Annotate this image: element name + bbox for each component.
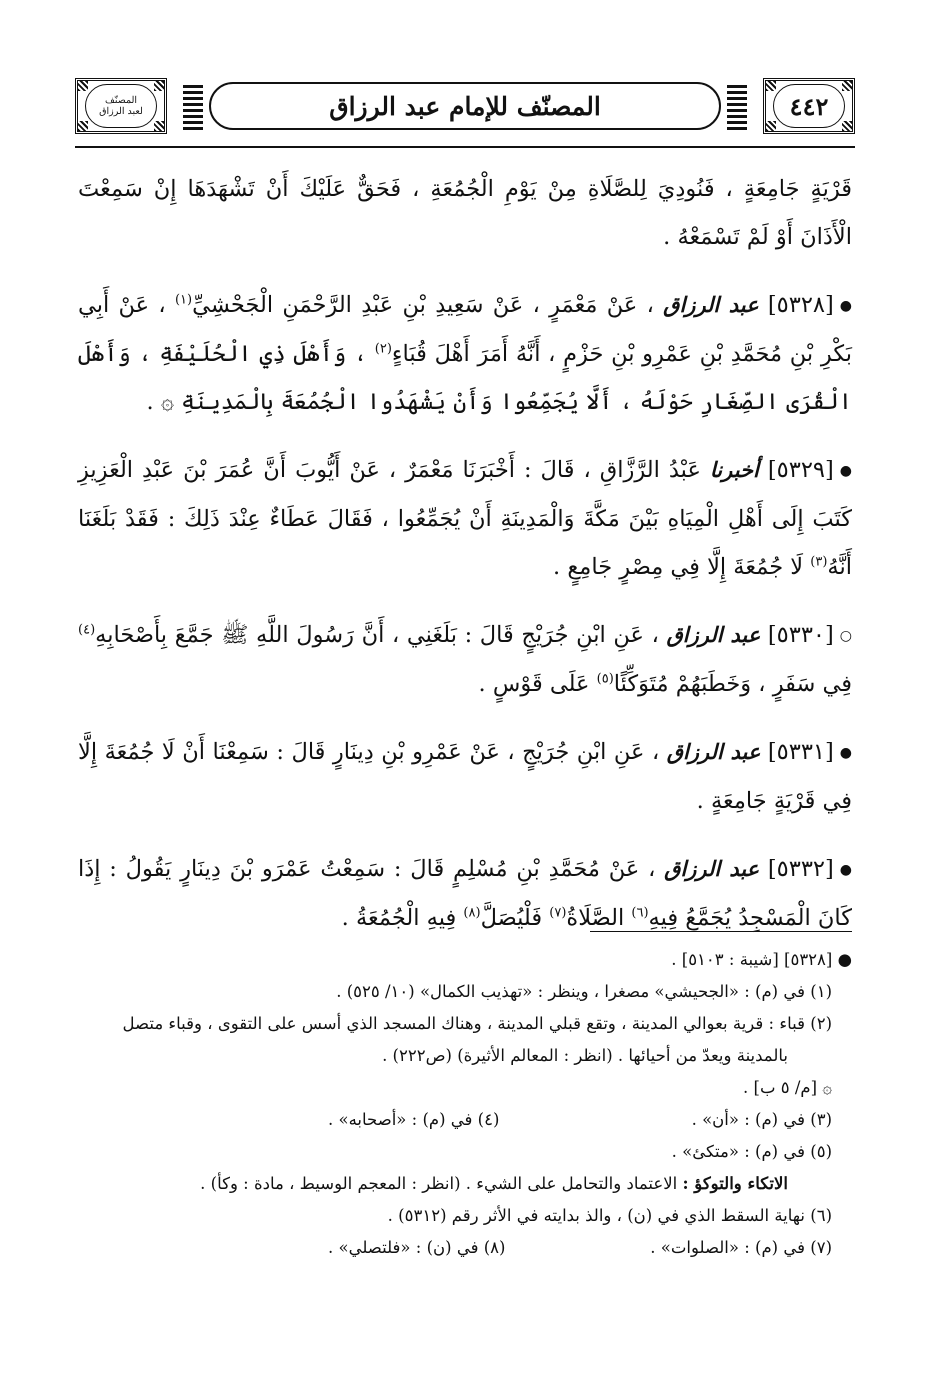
- narrator-name: أخبرنا: [709, 457, 759, 482]
- hollow-bullet-icon: ○: [839, 628, 853, 644]
- footnote-5-gloss: [78, 1168, 852, 1200]
- narrator-name: عبد الرزاق: [664, 856, 760, 881]
- hadith-5330: [78, 611, 852, 708]
- title-cartouche: [183, 78, 747, 134]
- page-number-box: [763, 78, 855, 134]
- hadith-text: ، عَنْ مُحَمَّدِ بْنِ مُسْلِمٍ قَالَ : سَمِعْتُ عَمْرَو بْنَ دِينَارٍ يَقُولُ : إِذَا كَانَ الْمَسْجِدُ يُجَمَّعُ فِيهِ: [78, 856, 852, 931]
- hadith-number: [٥٣٢٨]: [767, 292, 834, 318]
- hadith-5328: [78, 281, 852, 426]
- hadith-text: ، عَنْ مَعْمَرٍ ، عَنْ سَعِيدِ بْنِ عَبْدِ الرَّحْمَنِ الْجَحْشِيِّ: [192, 292, 654, 318]
- footnote-2: (٢) قباء : قرية بعوالي المدينة ، وتقع قبلي المدينة ، وهناك المسجد الذي أسس على التقوى ، وقباء متصل: [122, 1014, 832, 1033]
- hadith-text: فَلْيُصَلَّ: [480, 905, 543, 931]
- footnote-5: (٥) في (م) : «متكئ» .: [671, 1142, 832, 1161]
- hadith-text: ، عَنِ ابْنِ جُرَيْجٍ قَالَ : بَلَغَنِي ، أَنَّ رَسُولَ اللَّهِ ﷺ جَمَّعَ بِأَصْحَابِهِ: [95, 622, 659, 648]
- hadith-text: فِي سَفَرٍ ، وَخَطَبَهُمْ مُتَوَكِّئًا: [613, 671, 852, 697]
- footnote-6: (٦) نهاية السقط الذي في (ن) ، والذ بدايته في الأثر رقم (٥٣١٢) .: [387, 1206, 832, 1225]
- publisher-emblem: [75, 78, 167, 134]
- hadith-text: عَلَى قَوْسٍ .: [478, 671, 590, 697]
- narrator-name: عبد الرزاق: [666, 622, 761, 647]
- manuscript-folio: ۞ [م/ ٥ ب] .: [743, 1078, 832, 1097]
- footnote-4: (٤) في (م) : «أصحابه» .: [328, 1110, 500, 1129]
- footnote-marker: (٦): [631, 905, 649, 921]
- footnote-8: (٨) في (ن) : «فلتصلي» .: [328, 1238, 506, 1257]
- source-reference: ● [٥٣٢٨] [شيبة : ٥١٠٣] .: [671, 950, 852, 969]
- hadith-text: لَا جُمُعَةَ إِلَّا فِي مِصْرٍ جَامِعٍ .: [553, 554, 804, 580]
- emblem-line-2: لعبد الرزاق: [99, 106, 143, 117]
- footnote-1: (١) في (م) : «الجحيشي» مصغرا ، وينظر : «تهذيب الكمال» (١٠/ ٥٢٥) .: [336, 982, 832, 1001]
- hadith-text: ، عَنْ أَبِي بَكْرِ بْنِ مُحَمَّدِ بْنِ عَمْرِو بْنِ حَزْمٍ ، أَنَّهُ أَمَرَ أَهْلَ قُبَاءٍ: [78, 292, 853, 367]
- footnote-marker: (٧): [549, 905, 567, 921]
- narrator-name: عبد الرزاق: [663, 292, 759, 317]
- hadith-number: [٥٣٣٠]: [767, 622, 834, 648]
- footnote-marker: (٥): [596, 671, 614, 687]
- header-rule: [75, 146, 855, 148]
- hadith-text: فِيهِ الْجُمُعَةُ .: [341, 905, 457, 931]
- hadith-number: [٥٣٣٢]: [767, 856, 834, 882]
- footnote-7: (٧) في (م) : «الصلوات» .: [650, 1238, 832, 1257]
- hadith-5329: [78, 446, 852, 591]
- emblem-line-1: المصنّف: [105, 95, 137, 106]
- continuation-paragraph: قَرْيَةٍ جَامِعَةٍ ، فَنُودِيَ لِلصَّلَاةِ مِنْ يَوْمِ الْجُمُعَةِ ، فَحَقٌّ عَلَيْكَ أَنْ تَشْهَدَهَا إِنْ سَمِعْتَ الْأَذَانَ أَوْ لَمْ تَسْمَعْهُ .: [78, 176, 852, 250]
- footnote-marker: (١): [174, 292, 193, 308]
- page-header: [75, 78, 855, 134]
- bullet-icon: ●: [839, 745, 853, 761]
- footnote-3: (٣) في (م) : «أن» .: [691, 1110, 832, 1129]
- narrator-name: عبد الرزاق: [666, 739, 761, 764]
- footnote-row: [78, 1232, 852, 1264]
- hadith-number: [٥٣٢٩]: [767, 457, 834, 483]
- footnote-marker: (٤): [78, 622, 96, 638]
- gloss-definition: الاعتماد والتحامل على الشيء . (انظر : المعجم الوسيط ، مادة : وكأ) .: [200, 1174, 678, 1193]
- page-number: ٤٤٢: [789, 91, 829, 121]
- bullet-icon: ●: [839, 298, 853, 314]
- hadith-text: ، عَنِ ابْنِ جُرَيْجٍ ، عَنْ عَمْرِو بْنِ دِينَارٍ قَالَ : سَمِعْنَا أَنْ لَا جُمُعَةَ إِلَّا فِي قَرْيَةٍ جَامِعَةٍ .: [78, 739, 852, 814]
- running-title: المصنّف للإمام عبد الرزاق: [329, 91, 601, 121]
- hadith-text: ، وَأَهْلَ ذِي الْحُلَيْفَةِ ، وَأَهْلَ الْقُرَى الصِّغَارِ حَوْلَهُ ، أَلَّا يُجَمِّعُوا وَأَنْ يَشْهَدُوا الْجُمُعَةَ بِالْمَدِينَةِ ۞ .: [78, 341, 852, 415]
- hadith-5332: [78, 845, 852, 942]
- main-text: [78, 165, 852, 962]
- footnote-row: [78, 1104, 852, 1136]
- hadith-text: الصَّلَاةُ: [566, 905, 625, 931]
- footnote-marker: (٨): [463, 905, 481, 921]
- footnote-separator: [590, 931, 852, 932]
- footnotes: [78, 944, 852, 1264]
- footnote-marker: (٣): [810, 554, 828, 570]
- bullet-icon: ●: [839, 463, 852, 479]
- gloss-term: الاتكاء والتوكؤ :: [682, 1174, 788, 1193]
- hadith-text: عَبْدُ الرَّزَّاقِ ، قَالَ : أَخْبَرَنَا مَعْمَرٌ ، عَنْ أَيُّوبَ أَنَّ عُمَرَ بْنَ عَبْدِ الْعَزِيزِ كَتَبَ إِلَى أَهْلِ الْمِيَاهِ بَيْنَ مَكَّةَ وَالْمَدِينَةِ أَنْ يُجَمِّعُوا ، فَقَالَ عَطَاءٌ عِنْدَ ذَلِكَ : فَقَدْ بَلَغَنَا أَنَّهُ: [78, 457, 852, 580]
- hadith-5331: [78, 728, 852, 825]
- footnote-2-continued: بالمدينة ويعدّ من أحيائها . (انظر : المعالم الأثيرة) (ص٢٢٢) .: [382, 1046, 788, 1065]
- bullet-icon: ●: [839, 862, 853, 878]
- footnote-marker: (٢): [374, 341, 392, 357]
- hadith-number: [٥٣٣١]: [767, 739, 834, 765]
